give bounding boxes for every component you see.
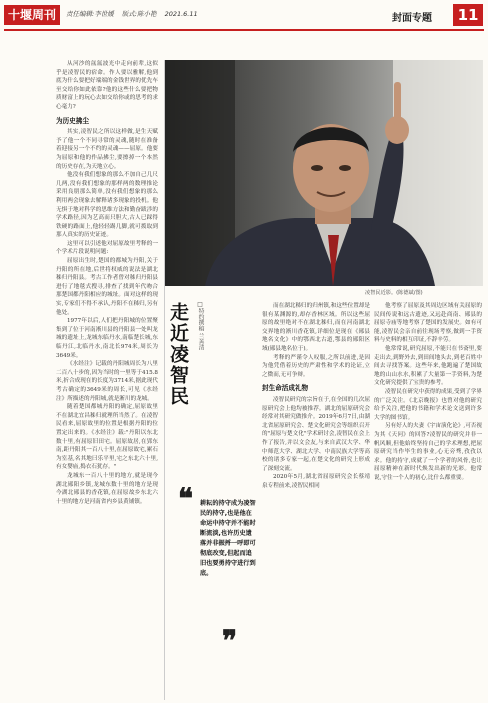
byline-text: □特约撰稿 兰善清 — [197, 302, 203, 351]
editor-credit: 责任编辑:李世媛 — [66, 10, 114, 18]
column-paragraph: 随着楚国都城丹阳的确定,屈原故里不在湖北宜昌秭归就理所当然了。在凌智民看来,屈原故里的位置是根据丹阳的位置定出来的。《水经注》载:"丹阳以东北数十里,有屈原旧田宅。屈原故居,在郢东南,距丹阳其一百八十里,在屈原故宅,累石为室基,名其地曰乐平里,宅之东北六十里,有女婴庙,捣衣石犹存。" — [56, 404, 158, 471]
article-headline: 走近凌智民 — [167, 302, 189, 407]
column-paragraph: 1977年以后,人们把丹阳城的位置聚集到了位于河南淅川县的丹阳县一处叫龙城的遗址上,龙城东临丹水,南临楚长城,东临丹江,北临丹水,南北长974米,周长为3649米。 — [56, 318, 158, 359]
section-title: 封面专题 — [392, 13, 432, 24]
column-paragraph: 他考察了屈原及其周边区域有关屈原的民间传说和远古遗迹,又远赴商南、郧县的屈原寺庙等地考察了楚国的发展史。如有可能,凌智民会亲自前往现场考察,做到一手资料与史料的相互印证,不辞辛劳。 — [374, 303, 482, 344]
column-paragraph: 凌智民在研究中获得的成果,受到了学界的广泛关注。《北京晚报》也曾对他的研究给予关注,把他的书籍和学术论文送到许多大学的图书馆。 — [374, 388, 482, 421]
photo-caption: 凌智民近影。(陈德斌/图) — [365, 290, 423, 296]
pull-quote-text: 耕耘的持守成为凌智民的持守,也是他在命运中持守并不能时断流淡,也许历史遗落并非振捋一呼即可彻底改变,但起而追旧也要勇持守进行到底。 — [200, 500, 256, 577]
subheading: 封生命活成礼物 — [262, 384, 309, 393]
page-meta — [66, 9, 204, 18]
publication-brand: 十堰周刊 — [4, 5, 60, 25]
column-paragraph: 《水经注》记载的丹阳城周长为八里二百八十步的,因为当时的一里等于415.8米,折合成现在的长度为3714米,据此现代考古确定的3649米的周长,可见《水经注》所描述的丹阳城,就是淅川的龙城。 — [56, 361, 158, 402]
article-column-2 — [262, 302, 370, 700]
subheading: 为历史拂尘 — [56, 116, 89, 125]
close-quote-icon: ❞ — [222, 624, 238, 657]
header-rule — [4, 29, 484, 31]
page-header — [0, 0, 488, 28]
column-paragraph: 2020年5月,湖北省屈原研究会长蔡靖泉专程前来,凌智民相同 — [262, 474, 370, 489]
column-paragraph: 而在湖北秭归的归州镇,和这些位置却是很有某渊源的,却存香林区域。所以这些屈原的故里绝对不在湖北秭归,而在河南湖北交界地的淅川香花镇,详细位是现在《郧县地名文化》中的鄂西北古道,鄂县的郧阳区域(郧县地名位于)。 — [262, 303, 370, 352]
column-paragraph: 另有好人的夫妻《宇宙演化论》,可否视为其《天问》的回答?凌智民的研究并非一帆风顺,但他始终坚持自己的学术理想,把屈原研究当作毕生的事业,心无旁骛,孜孜以求。他的持守,成就了一个学者的风骨,也让屈原精神在新时代焕发出新的光彩。他常说,守住一个人的初心,比什么都重要。 — [374, 423, 482, 481]
article-column-1 — [56, 60, 158, 700]
article-byline — [196, 302, 204, 350]
column-paragraph: 从河沙的氤氲波光中走向前辈,这似乎是凌智民的宿命。作人要以雅解,他到底为什么要把好端端的金钱世界的优先车至交给你如此依靠?他的这些什么要把物质财富上的玩心去如交给你或的思考的求心毫力? — [56, 61, 158, 110]
column-paragraph: 考释的严谨令人叹服,之所以前进,是因为他凭借着历史的严肃性和学术的论证,立之微而,无可争辩。 — [262, 354, 370, 378]
column-paragraph: 他没有我们想象的那么不加自己几尺几两,没有我们想象的那样两的数理推论采用良朋那么简单,没有我们想象的那么利用两会现象去解释诸多现象的投机。他无惧于地对科学的思维方法和勤奋跋涉的学术路径,因为艺高而只胆大,古人已踩得铁硬的路面上,他轻轻踢几脚,就可拨取到那人真实的历史证迹。 — [56, 172, 158, 239]
column-paragraph: 屈原出生时,楚国的都城为丹阳,关于丹阳的所在地,后世将权威的说法是湖北秭归丹阳县。考古工作者曾对秭归丹阳县进行了地毯式搜寻,排查了找到年代吻合那楚国都丹阳相应的城址。面对这样的现实,专家们不得不承认,丹阳不在秭归,另有他处。 — [56, 258, 158, 316]
designer-credit: 版式:陈小艳 — [121, 10, 157, 18]
portrait-photo — [165, 60, 483, 286]
open-quote-icon: ❝ — [178, 482, 194, 515]
column-paragraph: 这里可以引述他对屈原故里考释的一个学术片段说明问题: — [56, 240, 158, 256]
column-paragraph: 其实,凌智民之所以这样做,是生天赋予了他一个不同寻常的灵魂,随时在准备着迎接另一个不约的灵魂——屈原。他要为屈原和他的作品拂尘,要擦掉一个本然的历史存在,为天地立心。 — [56, 129, 158, 170]
issue-date: 2021.6.11 — [164, 10, 198, 18]
column-paragraph: 他常常说,研究屈原,不能只在书斋里,要走出去,到野外去,到田间地头去,到老百姓中间去寻找答案。这些年来,他跑遍了楚国故地的山山水水,积累了大量第一手资料,为楚文化研究提供了宝贵的参考。 — [374, 345, 482, 387]
column-paragraph: 龙城东一百八十里的地方,就是现今湖北郧阳乡镇,龙城东数十里的地方是现今湖北郧县的香花镇,在屈原故乡东北六十里的地方是河南省内乡县黄铺镇。 — [56, 472, 158, 505]
article-column-3 — [374, 302, 482, 700]
page-number: 11 — [453, 4, 483, 26]
column-paragraph: 凌智民研究的宗旨在于,在全国的几次屈原研究会上他均被推荐。湖北的屈原研究会经常对其研究做推介。2019年6月7日,由湖北省屈原研究会、楚文化研究会等组织召开的"屈原与楚文化"学术研讨会,凌智民在会上作了报告,并以文会友,与来自武汉大学、华中师范大学、湖北大学、中南民族大学等高校的诸多专家一起,在楚文化的研究上形成了深刻交流。 — [262, 396, 370, 472]
